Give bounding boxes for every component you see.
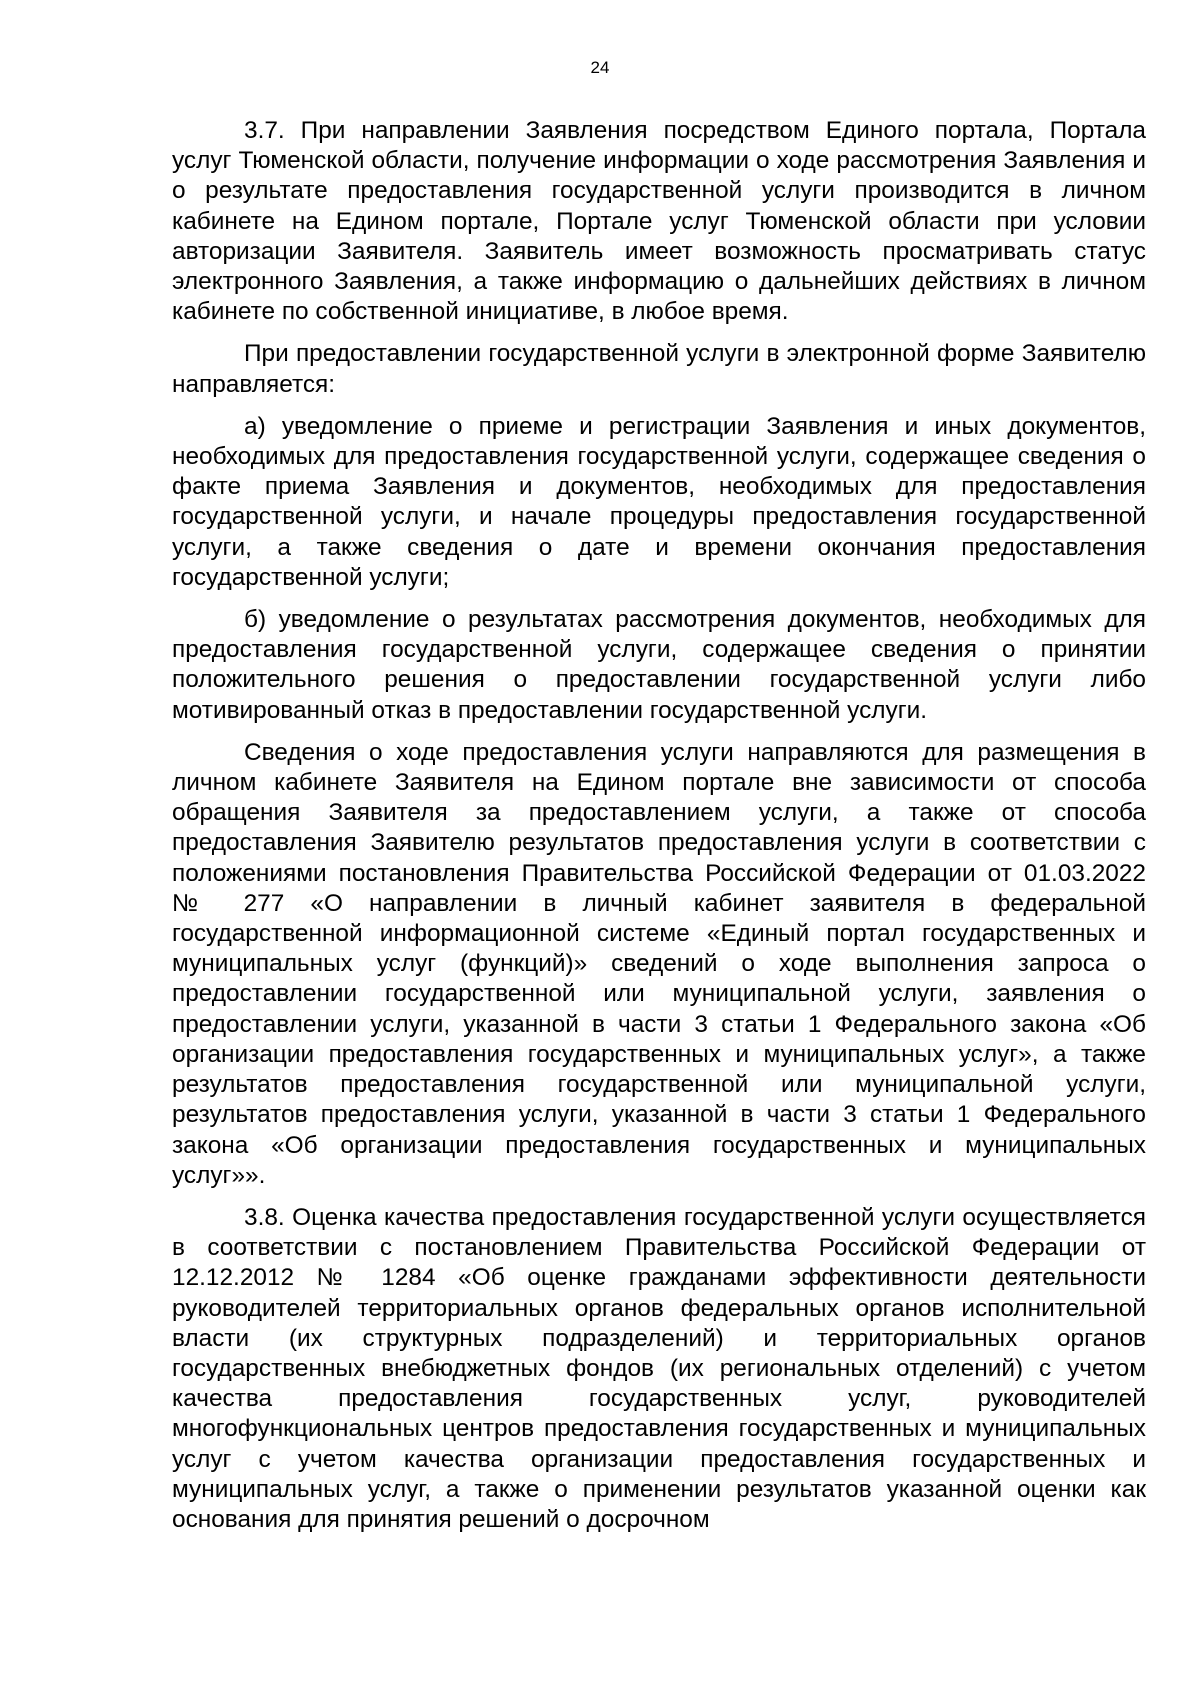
document-body — [172, 116, 1146, 1547]
page-number: 24 — [590, 58, 610, 77]
paragraph-item-b: б) уведомление о результатах рассмотрения документов, необходимых для предоставления государственной услуги, содержащее сведения о принятии положительного решения о предоставлении государственной услуги либо мотивированный отказ в предоставлении государственной услуги. — [172, 606, 1146, 724]
paragraph-electronic-notice-intro: При предоставлении государственной услуги в электронной форме Заявителю направляется: — [172, 340, 1146, 398]
paragraph-3-8: 3.8. Оценка качества предоставления государственной услуги осуществляется в соответствии с постановлением Правительства Российской Федерации от 12.12.2012 № 1284 «Об оценке гражданами эффективности деятельности руководителей территориальных органов федеральных органов исполнительной власти (их структурных подразделений) и территориальных органов государственных внебюджетных фондов (их региональных отделений) с учетом качества предоставления государственных услуг, руководителей многофункциональных центров предоставления государственных и муниципальных услуг с учетом качества организации предоставления государственных и муниципальных услуг, а также о применении результатов указанной оценки как основания для принятия решений о досрочном — [172, 1203, 1146, 1533]
paragraph-item-a: а) уведомление о приеме и регистрации Заявления и иных документов, необходимых для предоставления государственной услуги, содержащее сведения о факте приема Заявления и документов, необходимых для предоставления государственной услуги, и начале процедуры предоставления государственной услуги, а также сведения о дате и времени окончания предоставления государственной услуги; — [172, 412, 1146, 591]
paragraph-progress-info: Сведения о ходе предоставления услуги направляются для размещения в личном кабинете Заявителя на Едином портале вне зависимости от способа обращения Заявителя за предоставлением услуги, а также от способа предоставления Заявителю результатов предоставления услуги в соответствии с положениями постановления Правительства Российской Федерации от 01.03.2022 № 277 «О направлении в личный кабинет заявителя в федеральной государственной информационной системе «Единый портал государственных и муниципальных услуг (функций)» сведений о ходе выполнения запроса о предоставлении государственной или муниципальной услуги, заявления о предоставлении услуги, указанной в части 3 статьи 1 Федерального закона «Об организации предоставления государственных и муниципальных услуг», а также результатов предоставления государственной или муниципальной услуги, результатов предоставления услуги, указанной в части 3 статьи 1 Федерального закона «Об организации предоставления государственных и муниципальных услуг»». — [172, 738, 1146, 1189]
paragraph-3-7: 3.7. При направлении Заявления посредством Единого портала, Портала услуг Тюменской области, получение информации о ходе рассмотрения Заявления и о результате предоставления государственной услуги производится в личном кабинете на Едином портале, Портале услуг Тюменской области при условии авторизации Заявителя. Заявитель имеет возможность просматривать статус электронного Заявления, а также информацию о дальнейших действиях в личном кабинете по собственной инициативе, в любое время. — [172, 117, 1146, 326]
